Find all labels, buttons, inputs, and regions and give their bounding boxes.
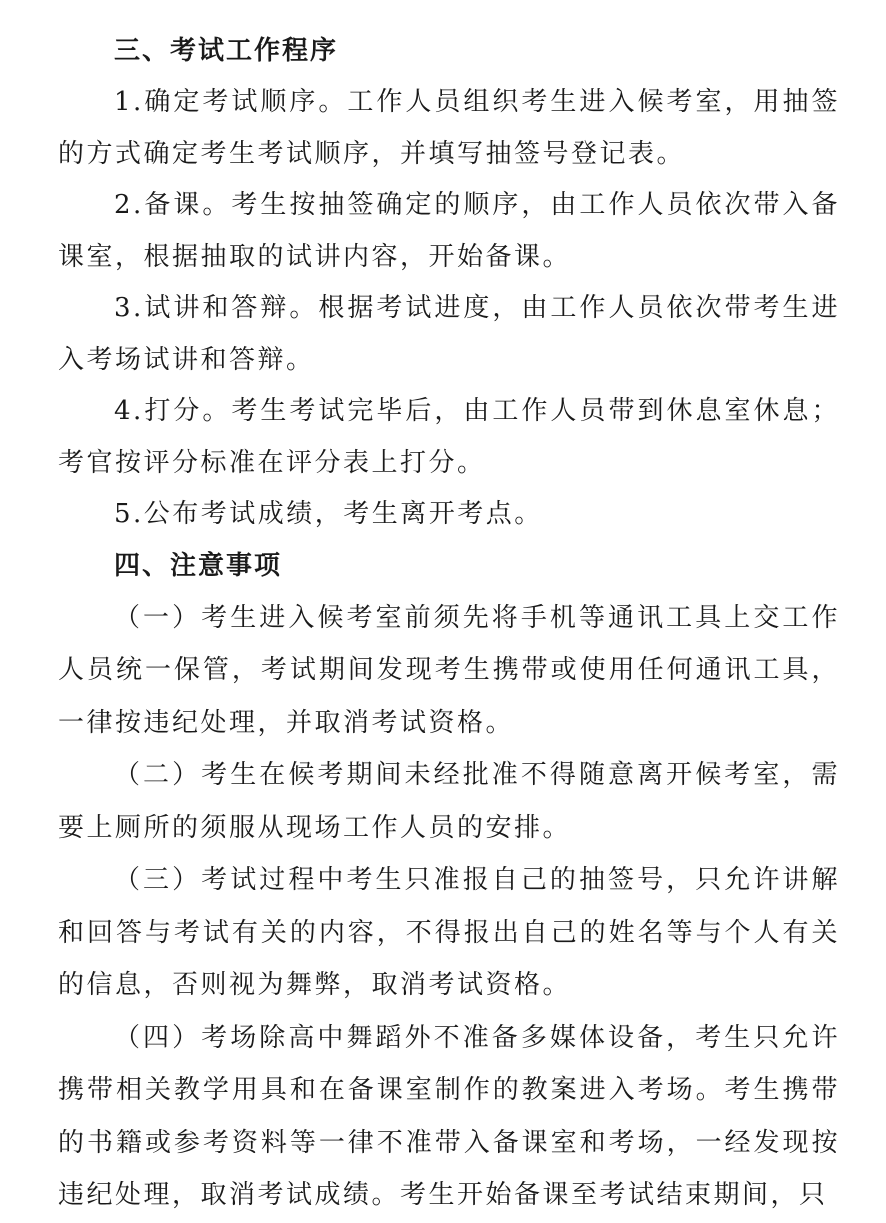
note-item-3: （三）考试过程中考生只准报自己的抽签号，只允许讲解和回答与考试有关的内容，不得报出自己的姓名等与个人有关的信息，否则视为舞弊，取消考试资格。 [58,865,840,1000]
section-heading-exam-procedure: 三、考试工作程序 [114,36,339,66]
note-item-1: （一）考生进入候考室前须先将手机等通讯工具上交工作人员统一保管，考试期间发现考生携带或使用任何通讯工具，一律按违纪处理，并取消考试资格。 [58,602,840,738]
section-heading-notes: 四、注意事项 [114,550,283,581]
procedure-item-4: 4.打分。考生考试完毕后，由工作人员带到休息室休息；考官按评分标准在评分表上打分。 [58,396,840,478]
procedure-item-2: 2.备课。考生按抽签确定的顺序，由工作人员依次带入备课室，根据抽取的试讲内容，开始备课。 [58,190,840,272]
procedure-item-1: 1.确定考试顺序。工作人员组织考生进入候考室，用抽签的方式确定考生考试顺序，并填写抽签号登记表。 [58,87,840,169]
procedure-item-3: 3.试讲和答辩。根据考试进度，由工作人员依次带考生进入考场试讲和答辩。 [58,293,840,375]
note-item-2: （二）考生在候考期间未经批准不得随意离开候考室，需要上厕所的须服从现场工作人员的安排。 [58,760,840,843]
note-item-4: （四）考场除高中舞蹈外不准备多媒体设备，考生只允许携带相关教学用具和在备课室制作的教案进入考场。考生携带的书籍或参考资料等一律不准带入备课室和考场，一经发现按违纪处理，取消考试成绩。考生开始备课至考试结束期间，只 [58,1022,840,1210]
procedure-item-5: 5.公布考试成绩，考生离开考点。 [114,499,543,529]
